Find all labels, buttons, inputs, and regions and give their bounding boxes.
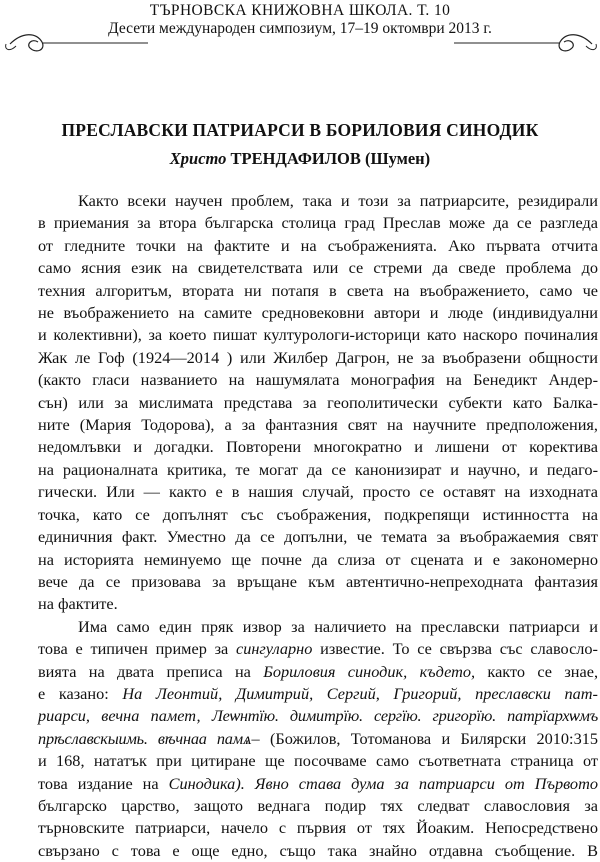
body-line: единичния факт. Уместно да се допълни, че темата за въображаемия свят [38,527,598,547]
emphasis-term: сингуларно [235,639,313,659]
body-line: на историята неминуемо ще почне да слиза от сцената и е закономерно [38,549,598,569]
body-line: това е типичен пример за сингуларно известие. То се свързва със славосло- [38,639,598,659]
body-line: вече да се призовава за връщане към автентично-непреходната фантазия [38,571,598,591]
article-body [38,190,598,862]
body-line: е казано: На Леонтий, Димитрий, Сергий, Григорий, преславски пат- [38,683,598,703]
body-line: не въображението на самите средновековни автори и люде (индивидуални [38,303,598,323]
author-line [0,149,600,169]
body-line: недомлъвки и догадки. Повторени многократно и лишени от коректива [38,437,598,457]
author-affiliation: (Шумен) [364,149,431,168]
body-line: това издание на Синодика). Явно става дума за патриарси от Първото [38,773,598,793]
body-line: техния алгоритъм, втората ни потапя в света на въображението, само че [38,280,598,300]
old-slavonic-quotation: прѣславскыимь. вѣчнаа памѧ [38,728,252,748]
body-line: българско царство, защото веднага подир тях следват славословия за [38,795,598,815]
body-line: гически. Или — както е в нашия случай, просто се оставят на изходната [38,482,598,502]
series-title: ТЪРНОВСКА КНИЖОВНА ШКОЛА. Т. 10 [149,2,451,19]
body-line: търновските патриарси, начело с първия от тях Йоаким. Непосредствено [38,818,598,838]
old-slavonic-quotation: Леѡнтїю. димитрїю. сергїю. григорїю. патрїархѡмъ [211,706,599,726]
body-line: вията на двата преписа на Бориловия синодик, където, както се знае, [38,661,599,681]
body-line: ните (Мария Тодорова), а за фантазния свят на научните предположения, [38,415,598,435]
author-last-name: ТРЕНДАФИЛОВ [230,149,361,168]
body-line: сън) или за мислимата представа за геополитически субекти като Балка- [38,392,598,412]
symposium-line: Десети международен симпозиум, 17–19 октомври 2013 г. [108,20,492,37]
work-title: Синодика). [168,773,245,793]
body-line: на фактите. [38,594,118,614]
body-line: свързано с това е още едно, също така знайно отдавна съобщение. В [38,840,598,860]
body-line: в приемания за втора българска столица град Преслав може да се разгледа [38,213,598,233]
body-line [38,705,598,727]
work-title: Бориловия синодик, където, [263,661,476,681]
body-line: (както гласи названието на нашумялата монография на Бенедикт Андер- [38,370,598,390]
body-line: Жак ле Гоф (1924—2014 ) или Жилбер Дагрон, не за въобразени общности [38,347,598,367]
body-line: точка, като се допълнят със съображения, подкрепящи истинността на [38,504,598,524]
quotation: На Леонтий, Димитрий, Сергий, Григорий, преславски пат- [122,683,598,703]
quotation: риарси, вечна памет, [38,706,201,726]
body-line: от гледните точки на фактите и на съображенията. Ако първата отчита [38,235,598,255]
body-line: прѣславскыимь. вѣчнаа памѧ– (Божилов, Тотоманова и Билярски 2010:315 [38,728,598,748]
article-title: ПРЕСЛАВСКИ ПАТРИАРСИ В БОРИЛОВИЯ СИНОДИК [61,120,539,140]
body-line: и колективни), за което пишат културологи-историци като наскоро починалия [38,325,598,345]
body-line: Както всеки научен проблем, така и този за патриарсите, резидирали [78,191,598,210]
ornament-left-icon [2,30,152,56]
body-line: и 168, нататък при цитиране ще посочваме само съответната страница от [38,751,598,771]
body-line: Има само един пряк извор за наличието на преславски патриарси и [78,616,598,636]
ornament-right-icon [450,30,600,56]
author-first-name: Христо [169,149,227,168]
body-line: на рационалната критика, те могат да се канонизират и научно, и педаго- [38,459,598,479]
body-line: само ясния език на свидетелствата или се стреми да сведе проблема до [38,258,598,278]
